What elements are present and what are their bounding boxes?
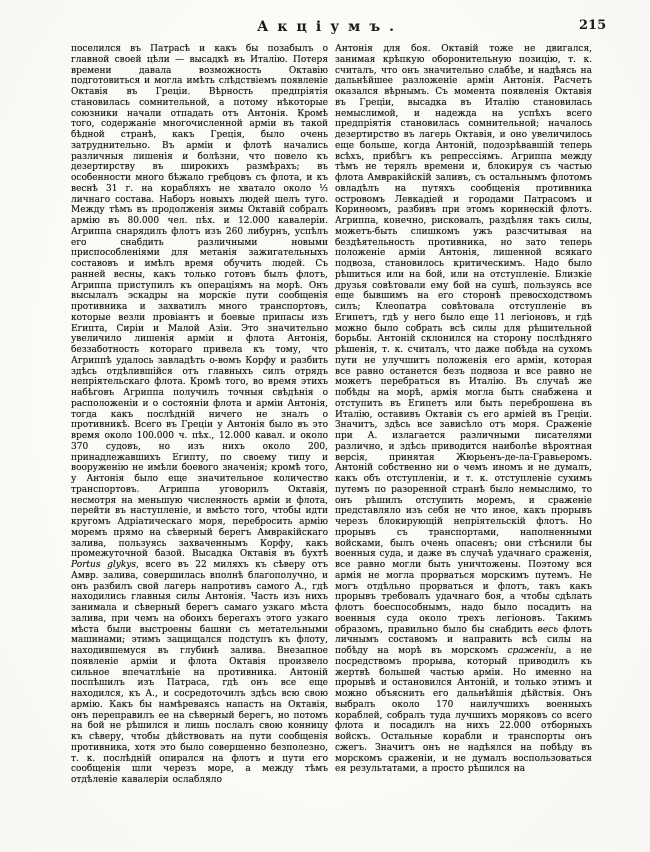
italic-text-run: сраженіи bbox=[507, 646, 554, 656]
page-number: 215 bbox=[579, 18, 607, 33]
text-run: , всего въ 22 миляхъ къ сѣверу отъ Амвр. залива, совершилась вполнѣ благополучно, и онъ разбилъ свой лагерь напротивъ самого А., гдѣ находились главныя силы Антонія. Часть изъ нихъ занимала и сѣверный берегъ самаго узкаго мѣста залива, при чемъ на обоихъ берегахъ этого узкаго мѣста были выстроены башни съ метательными машинами; этимъ защищался подступъ къ флоту, находившемуся въ глубинѣ залива. Внезапное появленіе арміи и флота Октавія произвело сильное впечатлѣніе на противника. Антоній поспѣшилъ изъ Патраса, гдѣ онъ все еще находился, къ А., и сосредоточилъ здѣсь всю свою армію. Какъ бы намѣреваясь напасть на Октавія, онъ переправилъ ее на сѣверный берегъ, но потомъ на бой не рѣшился и лишь послалъ свою конницу къ сѣверу, чтобы дѣйствовать на пути сообщенія противника, хотя это было совершенно безполезно, т. к. послѣдній опирался на флотъ и пути его сообщенія шли черезъ море, а между тѣмъ отдѣленіе кавалеріи ослабляло bbox=[71, 560, 328, 785]
text-column-right bbox=[335, 44, 592, 775]
italic-text-run: Portus glykys bbox=[71, 560, 136, 570]
text-run: поселился въ Патрасѣ и какъ бы позабылъ о главной своей цѣли — высадкѣ въ Италію. Потеря времени давала возможность Октавію подготовиться и могла имѣть слѣдствіемъ появленіе Октавія въ Греціи. Вѣрность предпріятія становилась сомнительной, а потому нѣкоторые союзники начали отпадать отъ Антонія. Кромѣ того, содержаніе многочисленной арміи въ такой бѣдной странѣ, какъ Греція, было очень затруднительно. Въ арміи и флотѣ начались различныя лишенія и болѣзни, что повело къ дезертирству въ широкихъ размѣрахъ; въ особенности много бѣжало гребцовъ съ флота, и къ веснѣ 31 г. на корабляхъ не хватало около ⅓ личнаго состава. Наборъ новыхъ людей шелъ туго. Между тѣмъ въ продолженія зимы Октавій собралъ армію въ 80.000 чел. пѣх. и 12.000 кавалеріи. Агриппа снарядилъ флотъ изъ 260 либурнъ, успѣлъ его снабдить различными новыми приспособленіями для метанія зажигательныхъ составовъ и имѣлъ время обучить людей. Съ ранней весны, какъ только готовъ былъ флотъ, Агриппа приступилъ къ операціямъ на морѣ. Онъ высылалъ эскадры на морскіе пути сообщенія противника и захватилъ много транспортовъ, которые везли провіантъ и боевые припасы изъ Египта, Сиріи и Малой Азіи. Это значительно увеличило лишенія арміи и флота Антонія, беззаботность котораго привела къ тому, что Агриппѣ удалось завладѣть о-вомъ Корфу и разбить здѣсь отдѣлившійся отъ главныхъ силъ отрядъ непріятельскаго флота. Кромѣ того, во время этихъ набѣговъ Агриппа получилъ точныя свѣдѣнія о расположеніи и о состояніи флота и арміи Антонія, тогда какъ послѣдній ничего не зналъ о противникѣ. Всего въ Греціи у Антонія было въ это время около 100.000 ч. пѣх., 12.000 кавал. и около 370 судовъ, но изъ нихъ около 200, принадлежавшихъ Египту, по своему типу и вооруженію не имѣли боевого значенія; кромѣ того, у Антонія было еще значительное количество транспортовъ. Агриппа уговорилъ Октавія, несмотря на меньшую численность арміи и флота, перейти въ наступленіе, и вмѣсто того, чтобы идти кругомъ Адріатическаго моря, перебросить армію моремъ прямо на сѣверный берегъ Амвракійскаго залива, пользуясь захваченнымъ Корфу, какъ промежуточной базой. Высадка Октавія въ бухтѣ bbox=[71, 44, 328, 560]
text-run: , а не посредствомъ прорыва, который приводилъ къ жертвѣ большей частью арміи. Но именно на прорывѣ и остановился Антоній, и только этимъ и можно объяснить его дальнѣйшія дѣйствія. Онъ выбралъ около 170 наилучшихъ военныхъ кораблей, собралъ туда лучшихъ моряковъ со всего флота и посадилъ на нихъ 22.000 отборныхъ войскъ. Остальные корабли и транспорты онъ сжегъ. Значитъ онъ не надѣялся на побѣду въ морскомъ сраженіи, и не думалъ воспользоваться ея результатами, а просто рѣшился на bbox=[335, 646, 592, 775]
text-run: флотъ личнымъ составомъ и направить всѣ силы на побѣду на морѣ въ морскомъ bbox=[335, 624, 593, 656]
text-run: Антонія для боя. Октавій тоже не двигался, занимая крѣпкую оборонительную позицію, т. к. считалъ, что онъ значительно слабѣе, и надѣясь на дальнѣйшее разложеніе арміи Антонія. Расчетъ оказался вѣрнымъ. Съ момента появленія Октавія въ Греціи, высадка въ Италію становилась немыслимой, и надежда на успѣхъ всего предпріятія становилась сомнительной; началось дезертирство въ лагерь Октавія, и оно увеличилось еще больше, когда Антоній, подозрѣвавшій теперь всѣхъ, прибѣгъ къ репрессіямъ. Агриппа между тѣмъ не терялъ времени и, блокируя съ частью флота Амвракійскій заливъ, съ остальнымъ флотомъ овладѣлъ на путяхъ сообщенія противника островомъ Левкадіей и городами Патрасомъ и Коринѳомъ, разбивъ при этомъ коринѳскій флотъ. Агриппа, конечно, рисковалъ, раздѣляя такъ силы, можетъ-быть слишкомъ ужъ разсчитывая на бездѣятельность противника, но зато теперь положеніе арміи Антонія, лишенной всякаго подвоза, становилось критическимъ. Надо было рѣшиться или на бой, или на отступленіе. Близкіе друзья совѣтовали ему бой на сушѣ, пользуясь все еще бывшимъ на его сторонѣ превосходствомъ силъ; Клеопатра совѣтовала отступленіе въ Египетъ, гдѣ у него было еще 11 легіоновъ, и гдѣ можно было собрать всѣ силы для рѣшительной борьбы. Антоній склонился на сторону послѣдняго рѣшенія, т. к. считалъ, что даже побѣда на сухомъ пути не улучшитъ положенія его арміи, которая все равно останется безъ подвоза и все равно не можетъ перебраться въ Италію. Въ случаѣ же побѣды на морѣ, армія могла быть снабжена и отступить въ Египетъ или быть переброшена въ Италію, оставивъ Октавія съ его арміей въ Греціи. Значитъ, здѣсь все зависѣло отъ моря. Сраженіе при А. излагается различными писателями различно, и здѣсь приводится наиболѣе вѣроятная версія, принятая Жюрьенъ-де-ла-Гравьеромъ. Антоній собственно ни о чемъ иномъ и не думалъ, какъ объ отступленіи, и т. к. отступленіе сухимъ путемъ по разоренной странѣ было немыслимо, то онъ рѣшилъ отступить моремъ, и сраженіе представляло изъ себя не что иное, какъ прорывъ черезъ блокирующій непріятельскій флотъ. Но прорывъ съ транспортами, наполненными войсками, былъ очень опасенъ; они стѣснили бы военныя суда, и даже въ случаѣ удачнаго сраженія, все равно могли быть уничтожены. Поэтому вся армія не могла прорваться морскимъ путемъ. Не могъ отдѣльно прорваться и флотъ, такъ какъ прорывъ требовалъ удачнаго боя, а чтобы сдѣлать флотъ боеспособнымъ, надо было посадить на военныя суда около трехъ легіоновъ. Такимъ образомъ, правильно было бы снабдить bbox=[335, 44, 592, 635]
text-column-left bbox=[71, 44, 328, 786]
italic-text-run: весь bbox=[537, 624, 559, 635]
page-title: Акціумъ. bbox=[257, 19, 403, 35]
